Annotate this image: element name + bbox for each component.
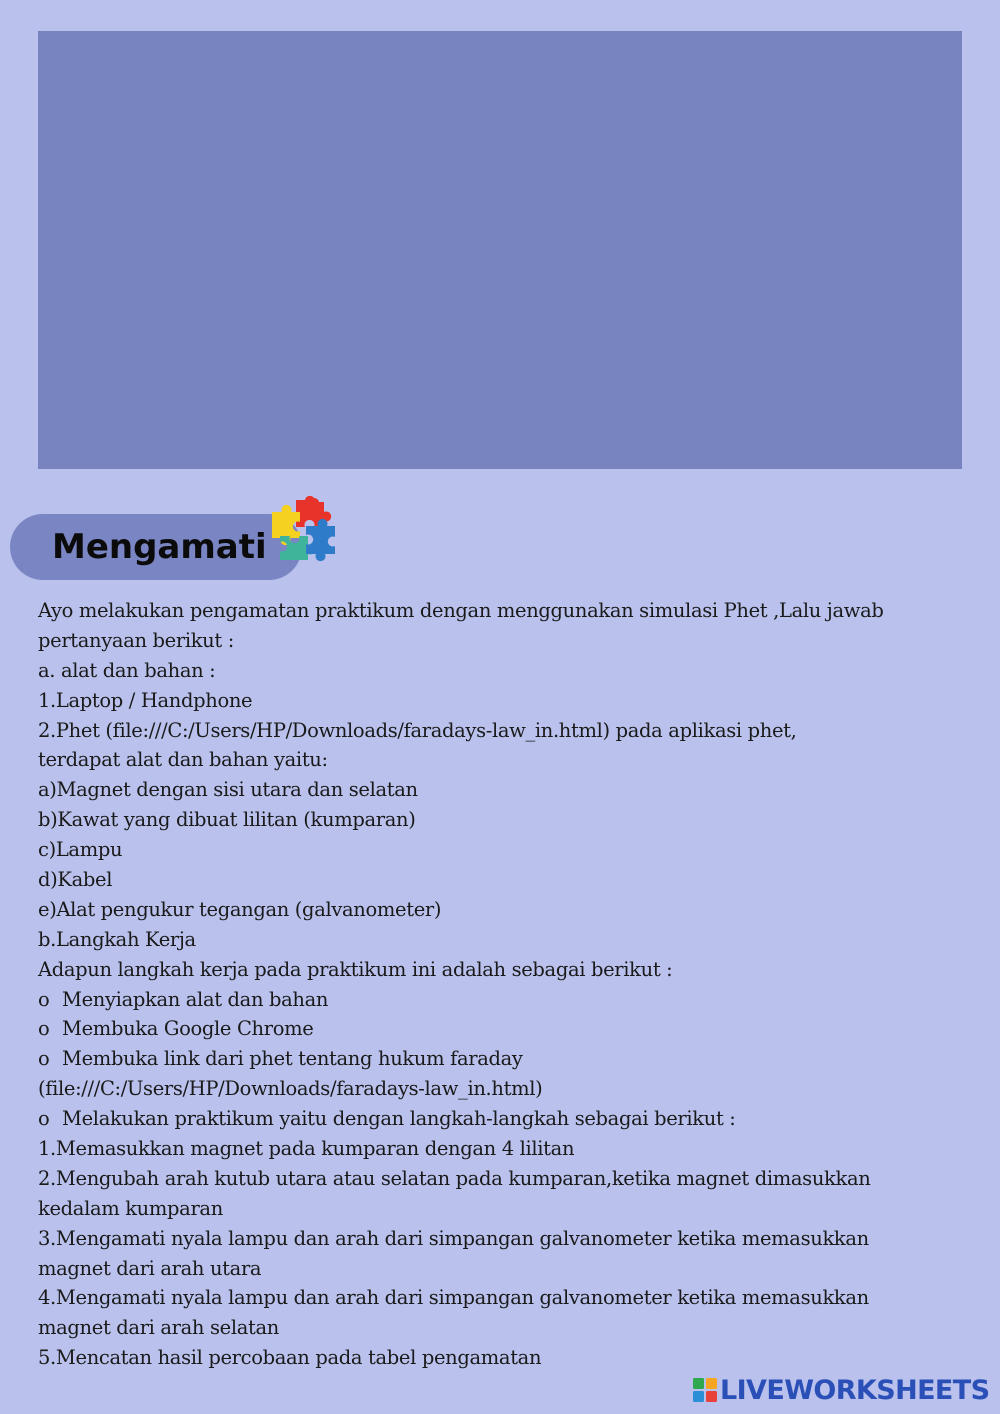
list-item: e)Alat pengukur tegangan (galvanometer): [38, 897, 442, 921]
liveworksheets-brand: [693, 1373, 989, 1407]
bullet-link-text: (file:///C:/Users/HP/Downloads/faradays-law_in.html): [38, 1077, 543, 1101]
media-placeholder: [38, 31, 962, 469]
section-title: Mengamati: [52, 527, 267, 567]
liveworksheets-wordmark: LIVEWORKSHEETS: [720, 1374, 990, 1406]
content-body: [38, 596, 938, 1373]
bullet-marker: o: [38, 987, 50, 1011]
step-item: 1.Memasukkan magnet pada kumparan dengan 4 lilitan: [38, 1137, 575, 1161]
step-item: 3.Mengamati nyala lampu dan arah dari simpangan galvanometer ketika memasukkan: [38, 1226, 869, 1250]
list-item: d)Kabel: [38, 868, 113, 892]
list-item: 2.Phet (file:///C:/Users/HP/Downloads/faradays-law_in.html) pada aplikasi phet,: [38, 718, 797, 742]
puzzle-pieces-icon: [266, 486, 338, 562]
bullet-text: Membuka Google Chrome: [62, 1017, 314, 1041]
bullet-marker: o: [38, 1047, 50, 1071]
liveworksheets-logo-icon: [693, 1378, 717, 1402]
list-item: a)Magnet dengan sisi utara dan selatan: [38, 778, 418, 802]
bullet-text: Melakukan praktikum yaitu dengan langkah-langkah sebagai berikut :: [62, 1107, 736, 1131]
bullet-text: Menyiapkan alat dan bahan: [62, 987, 329, 1011]
steps-intro: Adapun langkah kerja pada praktikum ini adalah sebagai berikut :: [38, 957, 673, 981]
list-item: 1.Laptop / Handphone: [38, 688, 253, 712]
step-item: 2.Mengubah arah kutub utara atau selatan pada kumparan,ketika magnet dimasukkan: [38, 1166, 871, 1190]
bullet-marker: o: [38, 1017, 50, 1041]
step-item: 4.Mengamati nyala lampu dan arah dari simpangan galvanometer ketika memasukkan: [38, 1286, 869, 1310]
list-item: terdapat alat dan bahan yaitu:: [38, 748, 328, 772]
step-item: magnet dari arah selatan: [38, 1316, 279, 1340]
bullet-item: [38, 985, 938, 1015]
bullet-item: [38, 1044, 938, 1074]
step-item: magnet dari arah utara: [38, 1256, 262, 1280]
bullet-item: [38, 1104, 938, 1134]
step-item: kedalam kumparan: [38, 1196, 223, 1220]
bullet-text: Membuka link dari phet tentang hukum faraday: [62, 1047, 523, 1071]
intro-line: pertanyaan berikut :: [38, 628, 234, 652]
list-item: b)Kawat yang dibuat lilitan (kumparan): [38, 808, 416, 832]
list-item: c)Lampu: [38, 838, 123, 862]
step-item: 5.Mencatan hasil percobaan pada tabel pengamatan: [38, 1346, 542, 1370]
subheading-alat-bahan: a. alat dan bahan :: [38, 658, 216, 682]
bullet-marker: o: [38, 1107, 50, 1131]
bullet-item: [38, 1014, 938, 1044]
subheading-langkah-kerja: b.Langkah Kerja: [38, 927, 196, 951]
intro-line: Ayo melakukan pengamatan praktikum dengan menggunakan simulasi Phet ,Lalu jawab: [38, 599, 884, 622]
